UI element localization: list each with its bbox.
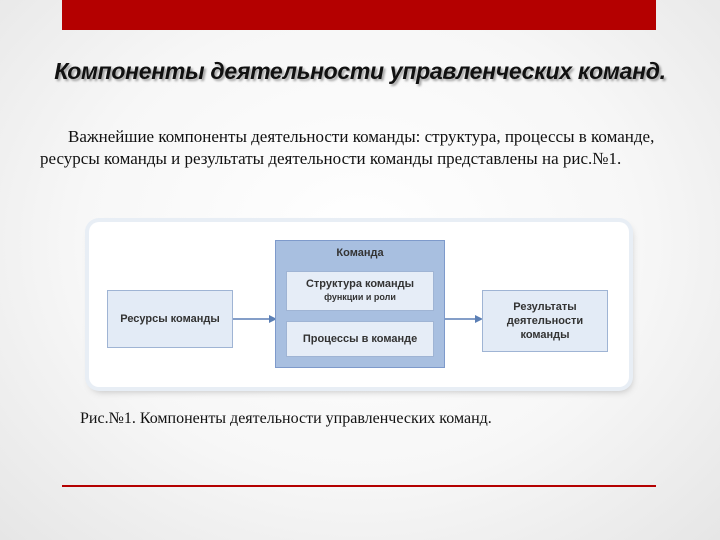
intro-line-2: ресурсы команды и результаты деятельности команды представлены на рис.№1. bbox=[40, 149, 622, 168]
arrow-to-team bbox=[233, 313, 277, 325]
figure-caption: Рис.№1. Компоненты деятельности управленческих команд. bbox=[80, 410, 492, 427]
intro-line-1: Важнейшие компоненты деятельности команды: структура, процессы в команде, bbox=[68, 127, 655, 146]
team-box bbox=[275, 240, 445, 368]
resources-box bbox=[107, 290, 233, 348]
structure-box bbox=[286, 271, 434, 311]
results-box bbox=[482, 290, 608, 352]
processes-box bbox=[286, 321, 434, 357]
top-accent-bar bbox=[62, 0, 656, 30]
slide-title: Компоненты деятельности управленческих команд. bbox=[54, 58, 666, 84]
bottom-divider bbox=[62, 485, 656, 487]
figure-diagram bbox=[89, 222, 629, 387]
structure-sublabel: функции и роли bbox=[324, 292, 396, 302]
intro-paragraph bbox=[40, 126, 695, 170]
arrow-to-results bbox=[445, 313, 483, 325]
processes-label: Процессы в команде bbox=[302, 333, 418, 345]
resources-label: Ресурсы команды bbox=[120, 313, 220, 325]
team-label: Команда bbox=[336, 247, 384, 259]
results-label-1: Результаты bbox=[513, 301, 577, 313]
structure-label: Структура команды bbox=[305, 278, 415, 290]
results-label-2: деятельности bbox=[506, 315, 584, 327]
results-label-3: команды bbox=[520, 329, 570, 341]
